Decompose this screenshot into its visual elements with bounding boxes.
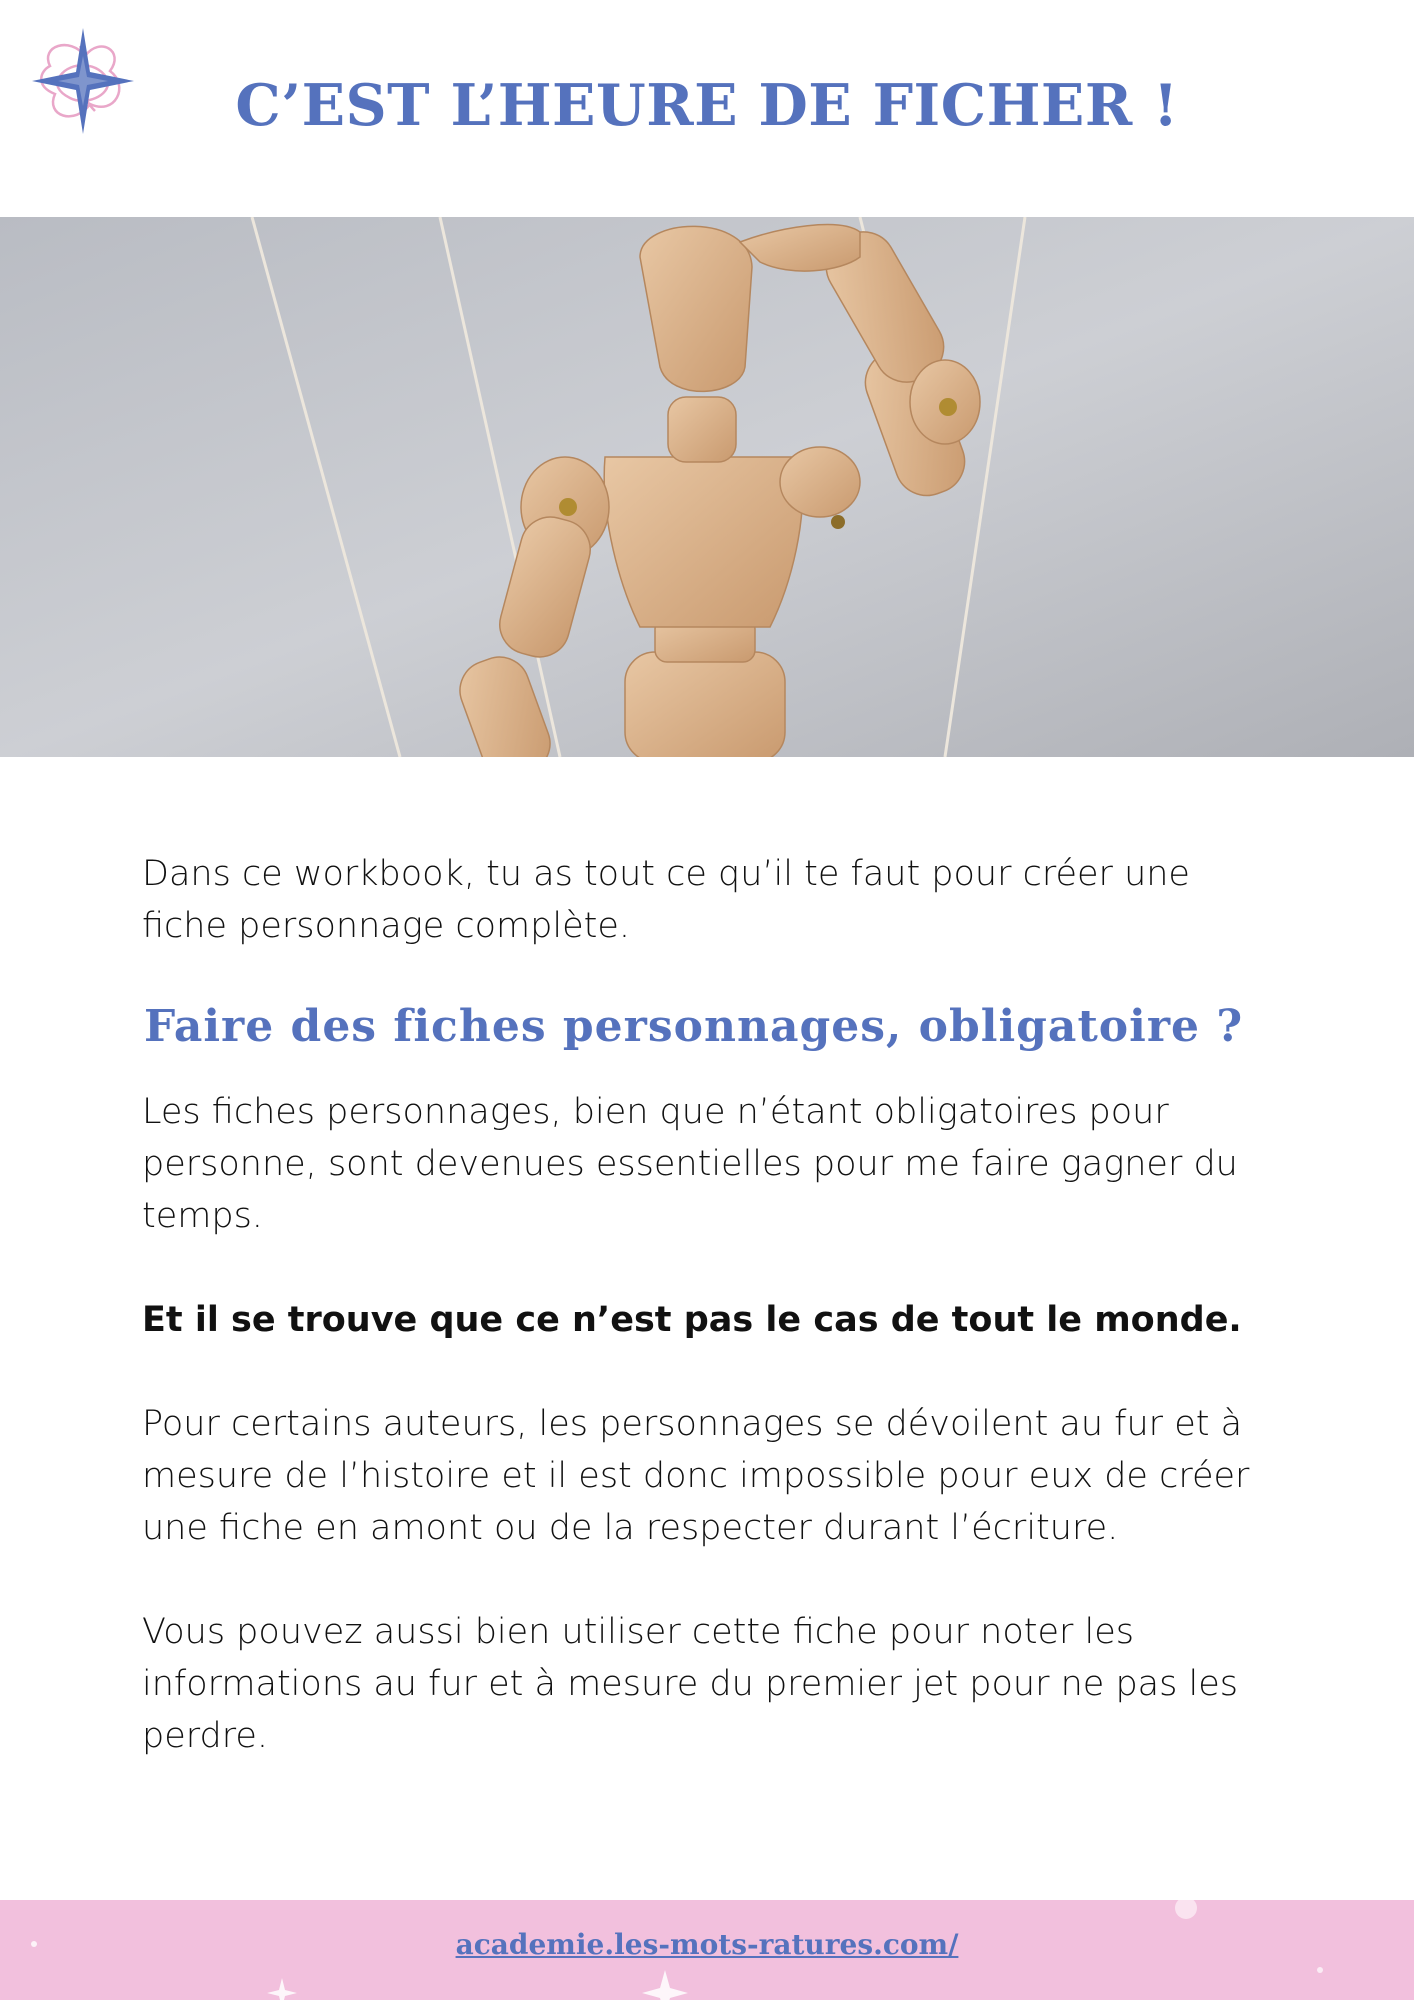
section-subtitle: Faire des fiches personnages, obligatoire ? xyxy=(144,1001,1244,1052)
paragraph-3: Vous pouvez aussi bien utiliser cette fiche pour noter les informations au fur et à mesure du premier jet pour ne pas les perdre. xyxy=(142,1612,1238,1756)
paragraph-2: Pour certains auteurs, les personnages se dévoilent au fur et à mesure de l’histoire et il est donc impossible pour eux de créer une fiche en amont ou de la respecter durant l’écriture. xyxy=(142,1404,1250,1548)
hero-image xyxy=(0,217,1414,757)
bold-paragraph: Et il se trouve que ce n’est pas le cas de tout le monde. xyxy=(142,1300,1242,1340)
content xyxy=(142,848,1262,1762)
footer xyxy=(0,1900,1414,2000)
page-title: C’EST L’HEURE DE FICHER ! xyxy=(235,72,1179,139)
website-link[interactable]: academie.les-mots-ratures.com/ xyxy=(455,1928,959,1961)
paragraph-1: Les fiches personnages, bien que n’étant obligatoires pour personne, sont devenues essentielles pour me faire gagner du temps. xyxy=(142,1092,1238,1236)
intro-paragraph: Dans ce workbook, tu as tout ce qu’il te faut pour créer une fiche personnage complète. xyxy=(142,854,1190,946)
